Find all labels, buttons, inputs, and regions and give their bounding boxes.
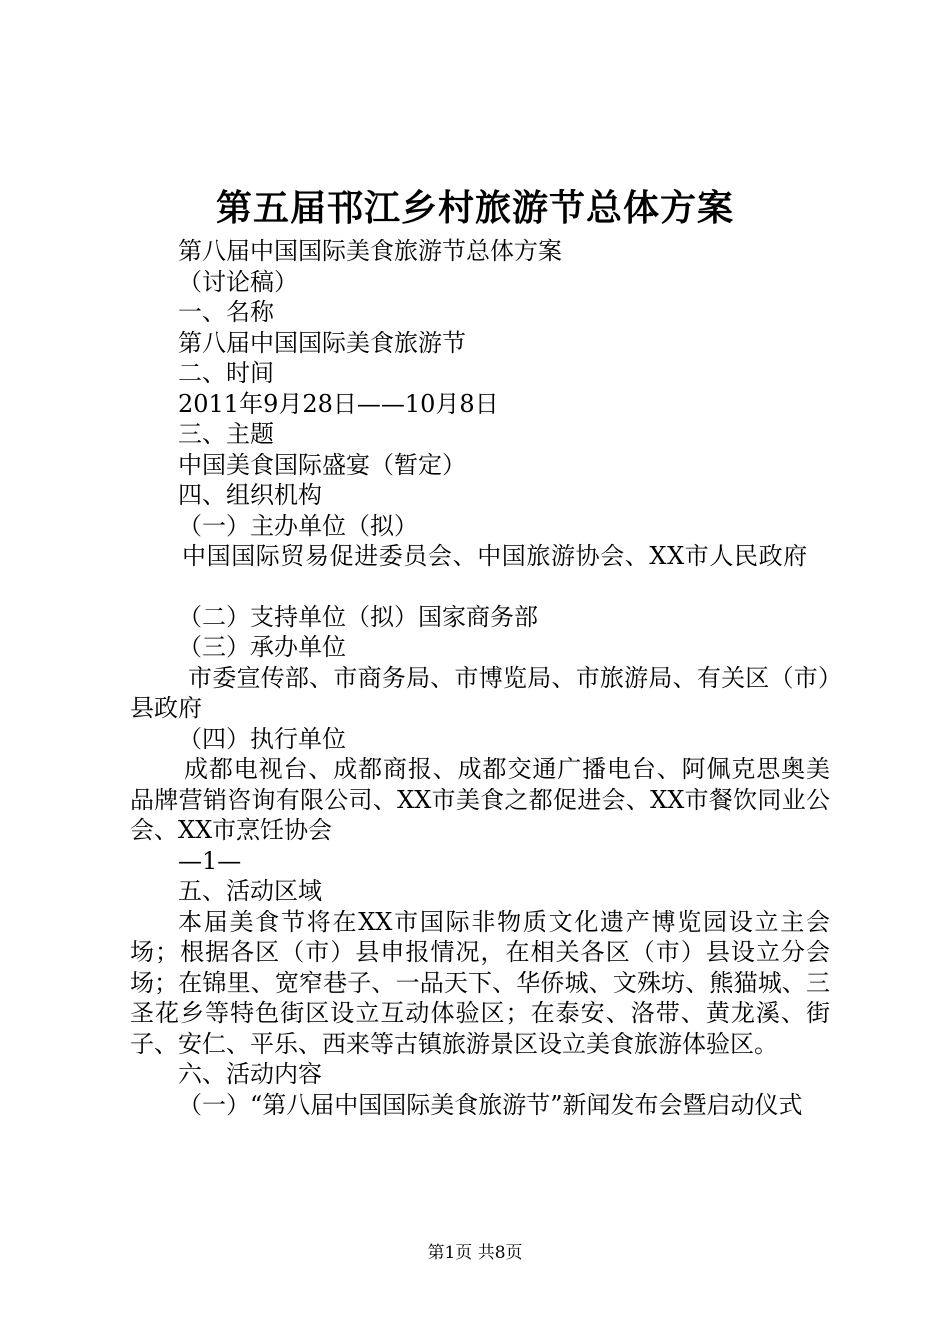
spacer: [130, 572, 830, 602]
section-heading-area: 五、活动区域: [178, 877, 322, 905]
event-time: 2011年9月28日——10月8日: [178, 389, 499, 418]
section-heading-organization: 四、组织机构: [178, 481, 322, 509]
area-paragraph: 本届美食节将在XX市国际非物质文化遗产博览园设立主会场；根据各区（市）县申报情况，在相关各区（市）县设立分会场；在锦里、宽窄巷子、一品天下、华侨城、文殊坊、熊猫城、三圣花乡等特色街区设立互动体验区；在泰安、洛带、黄龙溪、街子、安仁、平乐、西来等古镇旅游景区设立美食旅游体验区。: [130, 907, 830, 1058]
page-footer: 第1页 共8页: [427, 1243, 523, 1263]
host-heading: （一）主办单位（拟）: [178, 511, 418, 540]
section-heading-content: 六、活动内容: [178, 1060, 322, 1088]
subtitle-line: 第八届中国国际美食旅游节总体方案: [178, 237, 562, 265]
event-name: 第八届中国国际美食旅游节: [178, 328, 466, 357]
organizer-heading: （三）承办单位: [178, 633, 346, 661]
support-units: （二）支持单位（拟）国家商务部: [178, 602, 538, 631]
event-theme: 中国美食国际盛宴（暂定）: [178, 450, 466, 479]
document-body: [130, 236, 830, 1120]
section-heading-theme: 三、主题: [178, 420, 274, 448]
section-heading-time: 二、时间: [178, 359, 274, 387]
content-item-1: （一）“第八届中国国际美食旅游节”新闻发布会暨启动仪式: [178, 1090, 803, 1119]
section-heading-name: 一、名称: [178, 298, 274, 326]
document-title: 第五届邗江乡村旅游节总体方案: [215, 187, 734, 229]
page-marker: —1—: [178, 846, 242, 875]
executor-units: 成都电视台、成都商报、成都交通广播电台、阿佩克思奥美品牌营销咨询有限公司、XX市美食之都促进会、XX市餐饮同业公会、XX市烹饪协会: [130, 755, 830, 844]
host-units: 中国国际贸易促进委员会、中国旅游协会、XX市人民政府: [182, 542, 808, 570]
organizer-units: 市委宣传部、市商务局、市博览局、市旅游局、有关区（市）县政府: [130, 663, 830, 722]
executor-heading: （四）执行单位: [178, 724, 346, 753]
draft-note: （讨论稿）: [178, 267, 298, 296]
